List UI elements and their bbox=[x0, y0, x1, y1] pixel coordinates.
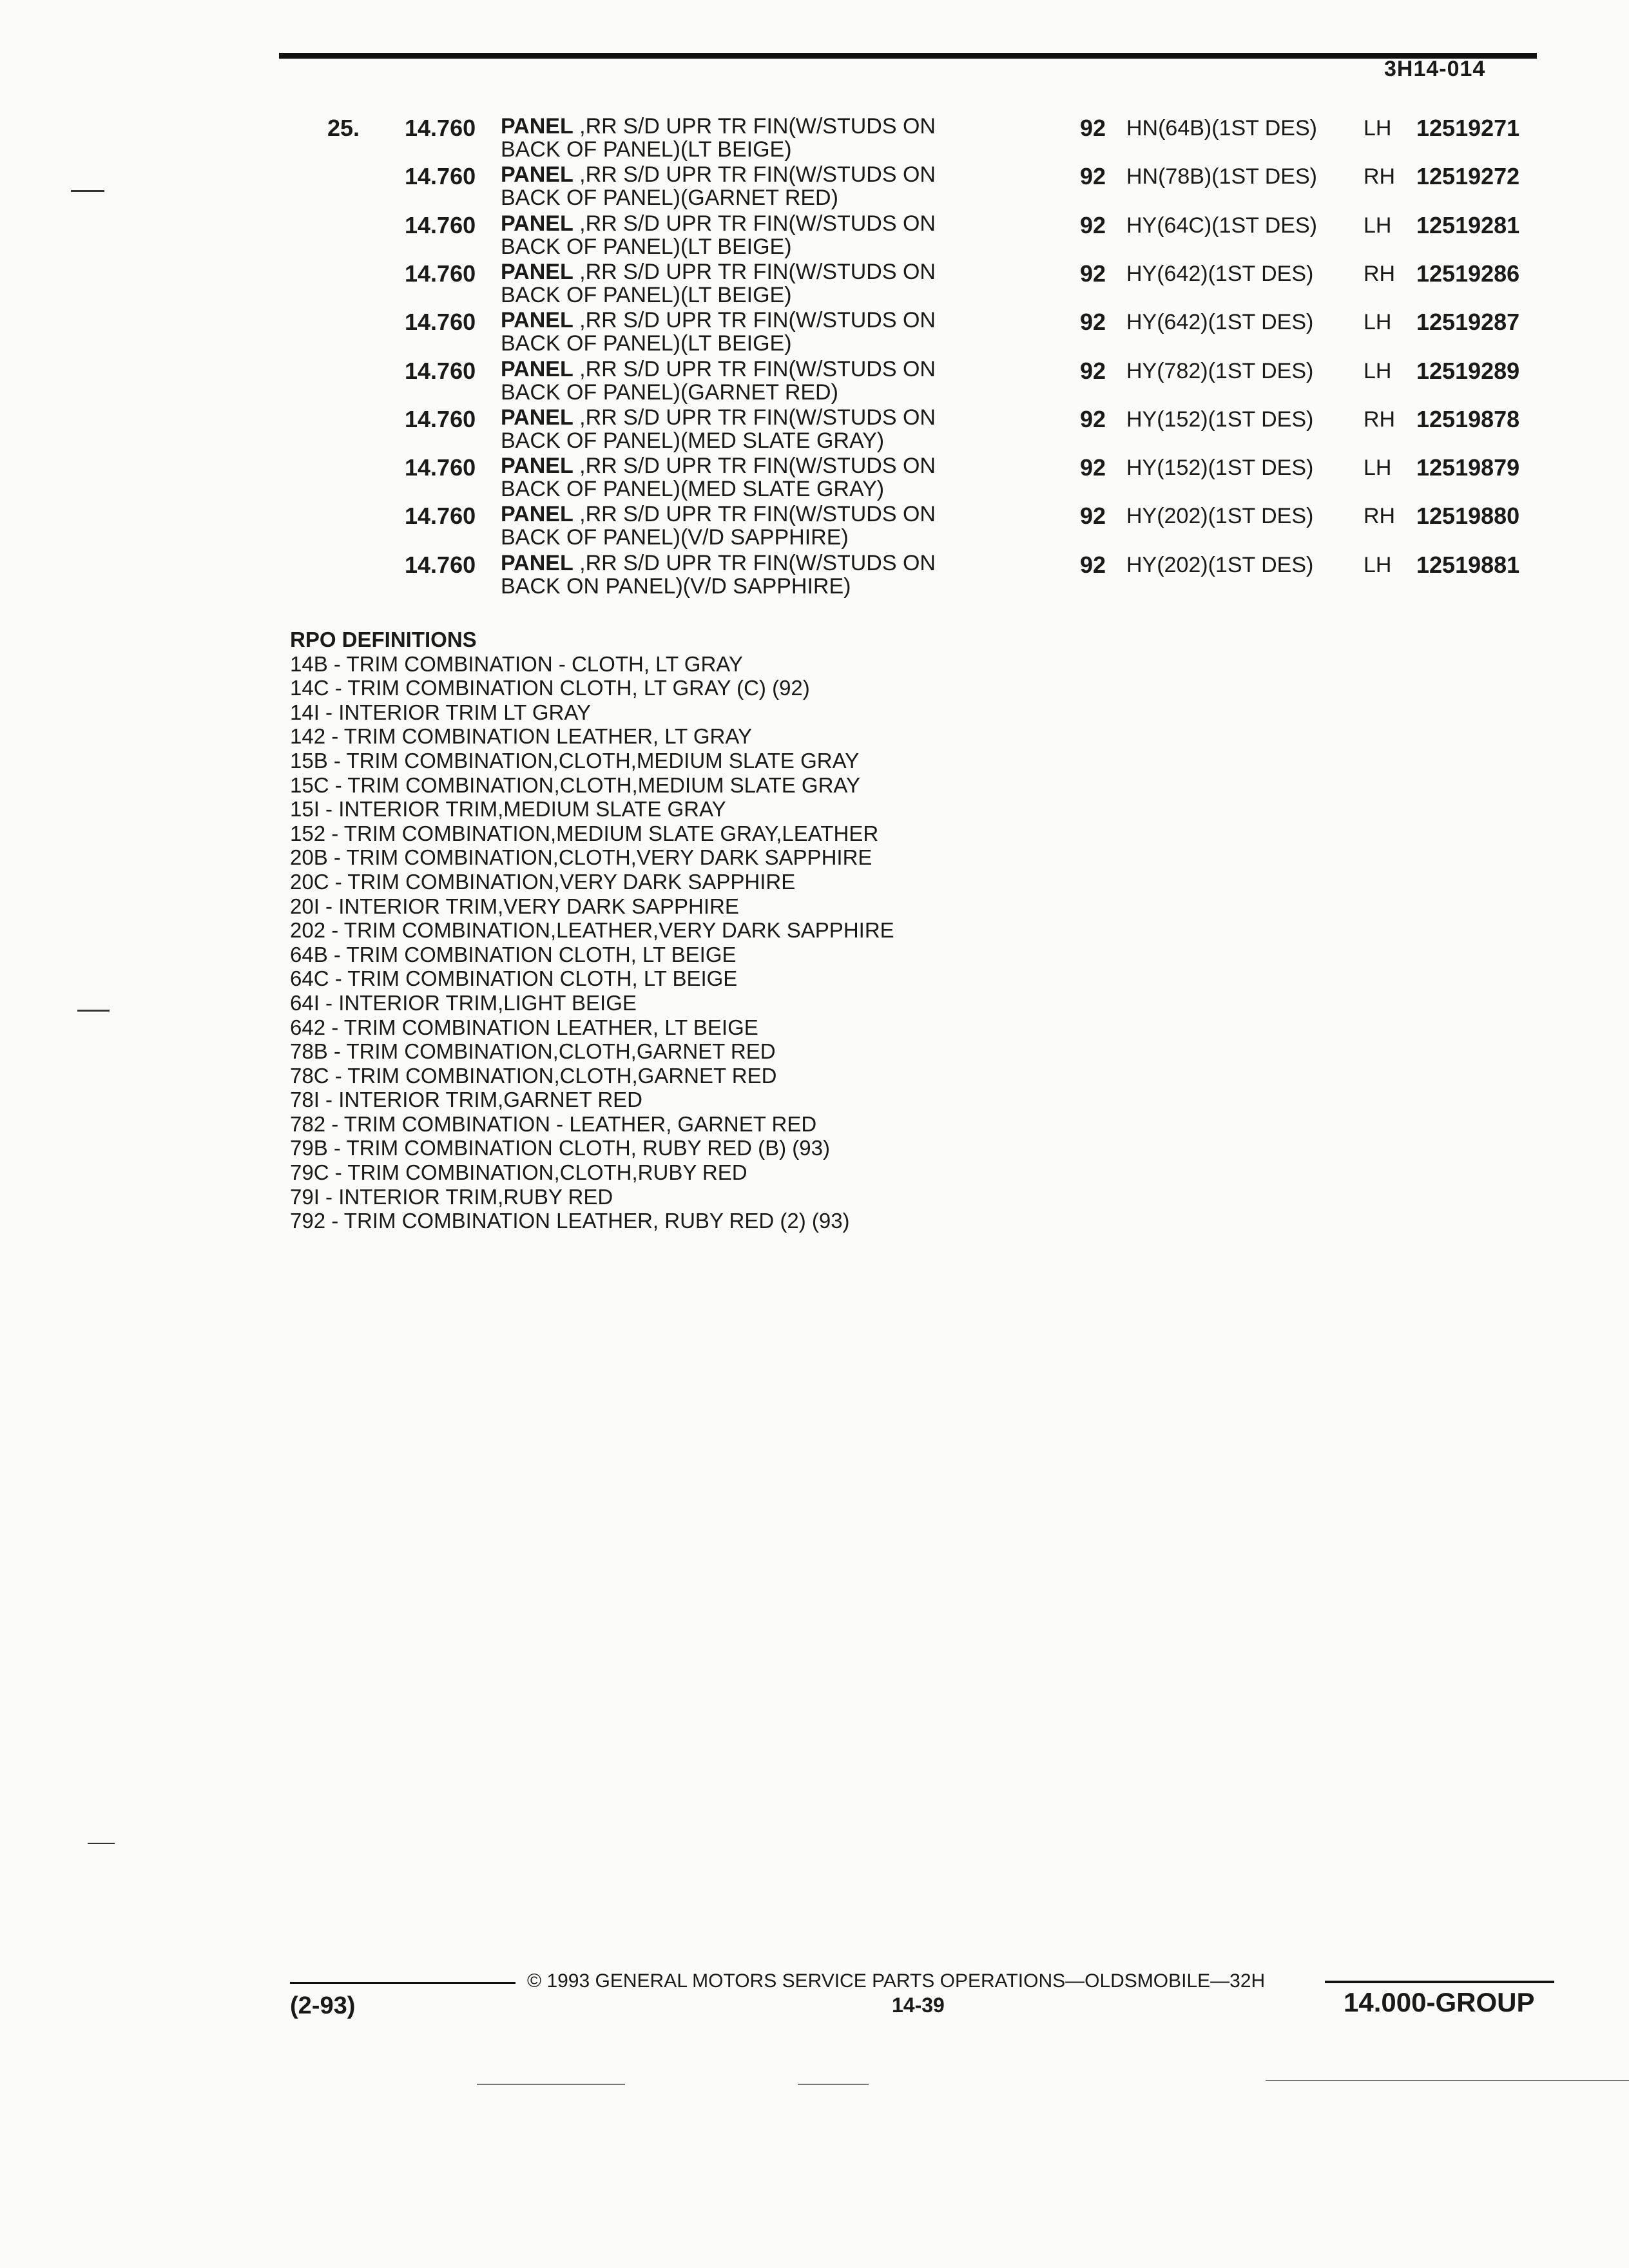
model-year: 92 bbox=[1080, 115, 1106, 141]
table-row bbox=[0, 260, 1629, 312]
list-item: 792 - TRIM COMBINATION LEATHER, RUBY RED (2) (93) bbox=[290, 1209, 850, 1233]
scan-mark bbox=[798, 2084, 869, 2085]
rpo-code: HY(642)(1ST DES) bbox=[1126, 262, 1314, 286]
part-description-text: ,RR S/D UPR TR FIN(W/STUDS ON BACK OF PANEL)(LT BEIGE) bbox=[501, 211, 936, 259]
group-number: 14.760 bbox=[405, 552, 476, 578]
part-keyword: PANEL bbox=[501, 551, 574, 575]
rpo-definitions-list bbox=[290, 652, 894, 1233]
part-keyword: PANEL bbox=[501, 211, 574, 236]
table-row bbox=[0, 454, 1629, 506]
part-keyword: PANEL bbox=[501, 162, 574, 187]
rpo-definitions bbox=[290, 628, 894, 1233]
list-item: 142 - TRIM COMBINATION LEATHER, LT GRAY bbox=[290, 724, 752, 749]
list-item: 14I - INTERIOR TRIM LT GRAY bbox=[290, 700, 591, 724]
side: LH bbox=[1364, 310, 1392, 334]
side: LH bbox=[1364, 456, 1392, 480]
group-number: 14.760 bbox=[405, 115, 476, 141]
list-item: 15B - TRIM COMBINATION,CLOTH,MEDIUM SLATE GRAY bbox=[290, 748, 860, 773]
item-number: 25. bbox=[327, 115, 360, 141]
rpo-code: HY(202)(1ST DES) bbox=[1126, 553, 1314, 577]
page-number: 14-39 bbox=[892, 1994, 945, 2017]
part-number: 12519881 bbox=[1416, 552, 1520, 578]
table-row bbox=[0, 406, 1629, 457]
list-item: 15I - INTERIOR TRIM,MEDIUM SLATE GRAY bbox=[290, 797, 726, 822]
part-number: 12519289 bbox=[1416, 358, 1520, 384]
part-number: 12519272 bbox=[1416, 163, 1520, 189]
model-year: 92 bbox=[1080, 406, 1106, 432]
rpo-code: HY(202)(1ST DES) bbox=[1126, 504, 1314, 528]
table-row bbox=[0, 358, 1629, 409]
part-number: 12519271 bbox=[1416, 115, 1520, 141]
part-description bbox=[501, 552, 990, 598]
part-keyword: PANEL bbox=[501, 454, 574, 478]
group-number: 14.760 bbox=[405, 454, 476, 481]
part-description bbox=[501, 454, 990, 501]
part-keyword: PANEL bbox=[501, 308, 574, 332]
table-row bbox=[0, 115, 1629, 166]
table-row bbox=[0, 503, 1629, 554]
side: LH bbox=[1364, 213, 1392, 238]
part-description bbox=[501, 358, 990, 404]
part-number: 12519281 bbox=[1416, 212, 1520, 238]
part-keyword: PANEL bbox=[501, 357, 574, 381]
footer-rule-right bbox=[1325, 1981, 1554, 1983]
group-number: 14.760 bbox=[405, 406, 476, 432]
part-description-text: ,RR S/D UPR TR FIN(W/STUDS ON BACK OF PANEL)(V/D SAPPHIRE) bbox=[501, 502, 936, 550]
model-year: 92 bbox=[1080, 212, 1106, 238]
group-label: 14.000-GROUP bbox=[1344, 1987, 1535, 2017]
date-code: (2-93) bbox=[290, 1992, 356, 2019]
side: LH bbox=[1364, 359, 1392, 383]
list-item: 64B - TRIM COMBINATION CLOTH, LT BEIGE bbox=[290, 942, 737, 966]
part-description bbox=[501, 260, 990, 307]
model-year: 92 bbox=[1080, 503, 1106, 529]
list-item: 15C - TRIM COMBINATION,CLOTH,MEDIUM SLATE GRAY bbox=[290, 773, 860, 797]
table-row bbox=[0, 212, 1629, 264]
list-item: 14B - TRIM COMBINATION - CLOTH, LT GRAY bbox=[290, 651, 743, 676]
scan-mark bbox=[477, 2084, 625, 2085]
list-item: 64C - TRIM COMBINATION CLOTH, LT BEIGE bbox=[290, 966, 738, 991]
model-year: 92 bbox=[1080, 552, 1106, 578]
scan-mark bbox=[1266, 2080, 1629, 2081]
list-item: 202 - TRIM COMBINATION,LEATHER,VERY DARK SAPPHIRE bbox=[290, 918, 894, 943]
page-id: 3H14-014 bbox=[1384, 57, 1486, 81]
rpo-code: HY(152)(1ST DES) bbox=[1126, 407, 1314, 432]
footer-rule-left bbox=[290, 1982, 516, 1984]
group-number: 14.760 bbox=[405, 309, 476, 335]
group-number: 14.760 bbox=[405, 212, 476, 238]
side: LH bbox=[1364, 116, 1392, 140]
list-item: 20I - INTERIOR TRIM,VERY DARK SAPPHIRE bbox=[290, 894, 739, 918]
group-number: 14.760 bbox=[405, 503, 476, 529]
part-number: 12519880 bbox=[1416, 503, 1520, 529]
list-item: 152 - TRIM COMBINATION,MEDIUM SLATE GRAY,LEATHER bbox=[290, 821, 879, 845]
list-item: 78I - INTERIOR TRIM,GARNET RED bbox=[290, 1088, 643, 1112]
side: RH bbox=[1364, 262, 1396, 286]
part-keyword: PANEL bbox=[501, 114, 574, 139]
rpo-code: HY(642)(1ST DES) bbox=[1126, 310, 1314, 334]
list-item: 79I - INTERIOR TRIM,RUBY RED bbox=[290, 1184, 613, 1209]
part-description-text: ,RR S/D UPR TR FIN(W/STUDS ON BACK OF PANEL)(GARNET RED) bbox=[501, 357, 936, 405]
list-item: 20B - TRIM COMBINATION,CLOTH,VERY DARK SAPPHIRE bbox=[290, 845, 872, 870]
scan-mark bbox=[77, 1010, 110, 1012]
part-description bbox=[501, 309, 990, 355]
model-year: 92 bbox=[1080, 163, 1106, 189]
group-number: 14.760 bbox=[405, 260, 476, 287]
scan-mark bbox=[88, 1843, 115, 1844]
group-number: 14.760 bbox=[405, 358, 476, 384]
side: RH bbox=[1364, 164, 1396, 189]
rpo-code: HN(78B)(1ST DES) bbox=[1126, 164, 1317, 189]
side: RH bbox=[1364, 504, 1396, 528]
part-description-text: ,RR S/D UPR TR FIN(W/STUDS ON BACK OF PANEL)(LT BEIGE) bbox=[501, 308, 936, 356]
list-item: 20C - TRIM COMBINATION,VERY DARK SAPPHIRE bbox=[290, 869, 796, 894]
rpo-code: HY(152)(1ST DES) bbox=[1126, 456, 1314, 480]
list-item: 79B - TRIM COMBINATION CLOTH, RUBY RED (B) (93) bbox=[290, 1136, 830, 1160]
part-keyword: PANEL bbox=[501, 405, 574, 430]
table-row bbox=[0, 309, 1629, 360]
part-description-text: ,RR S/D UPR TR FIN(W/STUDS ON BACK OF PANEL)(MED SLATE GRAY) bbox=[501, 454, 936, 501]
rpo-definitions-heading: RPO DEFINITIONS bbox=[290, 628, 477, 651]
part-description-text: ,RR S/D UPR TR FIN(W/STUDS ON BACK OF PANEL)(LT BEIGE) bbox=[501, 114, 936, 162]
part-description bbox=[501, 115, 990, 161]
side: LH bbox=[1364, 553, 1392, 577]
part-keyword: PANEL bbox=[501, 260, 574, 284]
scan-mark bbox=[71, 190, 104, 192]
part-description-text: ,RR S/D UPR TR FIN(W/STUDS ON BACK OF PANEL)(LT BEIGE) bbox=[501, 260, 936, 307]
list-item: 782 - TRIM COMBINATION - LEATHER, GARNET RED bbox=[290, 1111, 817, 1136]
list-item: 64I - INTERIOR TRIM,LIGHT BEIGE bbox=[290, 990, 637, 1015]
top-rule bbox=[279, 53, 1537, 59]
list-item: 642 - TRIM COMBINATION LEATHER, LT BEIGE bbox=[290, 1015, 758, 1039]
rpo-code: HN(64B)(1ST DES) bbox=[1126, 116, 1317, 140]
model-year: 92 bbox=[1080, 358, 1106, 384]
list-item: 78B - TRIM COMBINATION,CLOTH,GARNET RED bbox=[290, 1039, 776, 1064]
part-number: 12519287 bbox=[1416, 309, 1520, 335]
list-item: 79C - TRIM COMBINATION,CLOTH,RUBY RED bbox=[290, 1160, 747, 1185]
copyright: © 1993 GENERAL MOTORS SERVICE PARTS OPERATIONS—OLDSMOBILE—32H bbox=[527, 1970, 1266, 1992]
rpo-code: HY(782)(1ST DES) bbox=[1126, 359, 1314, 383]
part-number: 12519878 bbox=[1416, 406, 1520, 432]
group-number: 14.760 bbox=[405, 163, 476, 189]
part-description bbox=[501, 163, 990, 209]
part-description bbox=[501, 406, 990, 452]
list-item: 14C - TRIM COMBINATION CLOTH, LT GRAY (C) (92) bbox=[290, 676, 810, 700]
list-item: 78C - TRIM COMBINATION,CLOTH,GARNET RED bbox=[290, 1063, 777, 1088]
part-description bbox=[501, 212, 990, 258]
part-description bbox=[501, 503, 990, 549]
part-number: 12519286 bbox=[1416, 260, 1520, 287]
table-row bbox=[0, 163, 1629, 215]
part-description-text: ,RR S/D UPR TR FIN(W/STUDS ON BACK OF PANEL)(MED SLATE GRAY) bbox=[501, 405, 936, 453]
part-description-text: ,RR S/D UPR TR FIN(W/STUDS ON BACK OF PANEL)(GARNET RED) bbox=[501, 162, 936, 210]
side: RH bbox=[1364, 407, 1396, 432]
model-year: 92 bbox=[1080, 309, 1106, 335]
rpo-code: HY(64C)(1ST DES) bbox=[1126, 213, 1317, 238]
part-number: 12519879 bbox=[1416, 454, 1520, 481]
table-row bbox=[0, 552, 1629, 603]
model-year: 92 bbox=[1080, 454, 1106, 481]
model-year: 92 bbox=[1080, 260, 1106, 287]
part-description-text: ,RR S/D UPR TR FIN(W/STUDS ON BACK ON PANEL)(V/D SAPPHIRE) bbox=[501, 551, 936, 599]
part-keyword: PANEL bbox=[501, 502, 574, 526]
